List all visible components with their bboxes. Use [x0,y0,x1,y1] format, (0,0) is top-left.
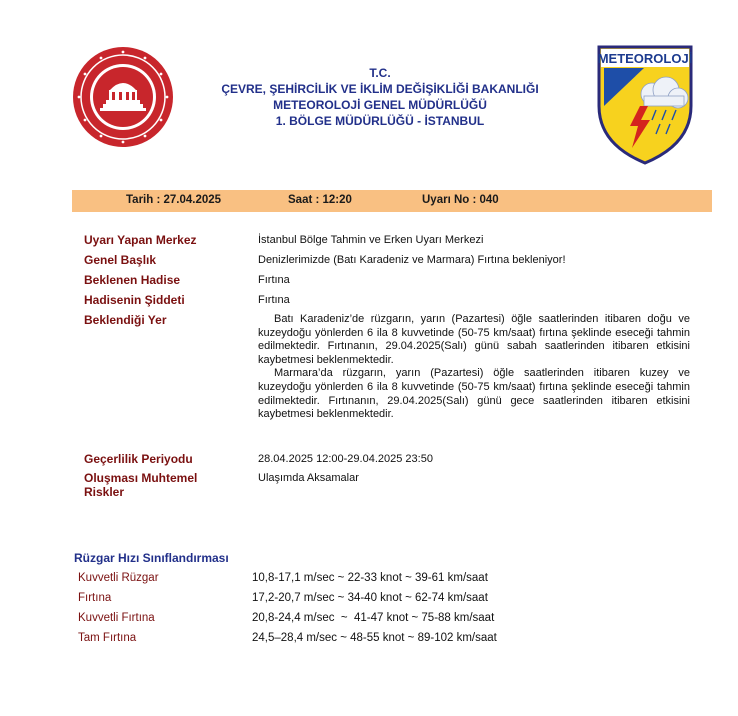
value-expected-location [258,313,690,422]
value-warning-center: İstanbul Bölge Tahmin ve Erken Uyarı Merkezi [258,234,484,246]
value-expected-event: Fırtına [258,274,290,286]
wind-row-label: Tam Fırtına [78,632,137,644]
wind-row-value: 17,2-20,7 m/sec ~ 34-40 knot ~ 62-74 km/saat [252,592,488,604]
label-warning-center: Uyarı Yapan Merkez [84,233,197,247]
label-possible-risks-line1: Oluşması Muhtemel [84,471,198,485]
logo-text: METEOROLOJİ [597,51,693,66]
wind-row-value: 24,5–28,4 m/sec ~ 48-55 knot ~ 89-102 km/saat [252,632,497,644]
value-possible-risks: Ulaşımda Aksamalar [258,472,359,484]
ministry-seal-icon [70,44,176,150]
value-general-title: Denizlerimizde (Batı Karadeniz ve Marmara) Fırtına bekleniyor! [258,254,566,266]
label-expected-location: Beklendiği Yer [84,313,167,327]
wind-row-label: Kuvvetli Rüzgar [78,572,159,584]
label-possible-risks [84,471,254,499]
wind-row-value: 20,8-24,4 m/sec ~ 41-47 knot ~ 75-88 km/saat [252,612,495,624]
info-bar [72,190,712,212]
label-possible-risks-line2: Riskler [84,485,125,499]
wind-row-label: Kuvvetli Fırtına [78,612,155,624]
label-expected-event: Beklenen Hadise [84,273,181,287]
value-validity-period: 28.04.2025 12:00-29.04.2025 23:50 [258,453,433,465]
wind-classification-title: Rüzgar Hızı Sınıflandırması [74,551,229,565]
location-paragraph-marmara: Marmara’da rüzgarın, yarın (Pazartesi) öğle saatlerinden itibaren kuzey ve kuzeydoğu yönlerden 6 ila 8 kuvvetinde (50-75 km/saat) fırtına şeklinde eseceği tahmin edilmektedir. Fırtınanın, 29.04.2025(Salı) günü gece saatlerinden itibaren etkisini kaybetmesi beklenmektedir. [258,367,690,421]
warning-number-field: Uyarı No : 040 [422,194,499,206]
location-paragraph-karadeniz: Batı Karadeniz’de rüzgarın, yarın (Pazartesi) öğle saatlerinden itibaren doğu ve kuzeydoğu yönlerden 6 ila 8 kuvvetinde (50-75 km/saat) fırtına şeklinde eseceği tahmin edilmektedir. Fırtınanın, 29.04.2025(Salı) günü sabah saatlerinden itibaren etkisini kaybetmesi beklenmektedir. [258,313,690,366]
header-ministry: ÇEVRE, ŞEHİRCİLİK VE İKLİM DEĞİŞİKLİĞİ BAKANLIĞI [221,82,539,96]
time-field: Saat : 12:20 [288,194,352,206]
value-event-severity: Fırtına [258,294,290,306]
header-tc: T.C. [369,66,391,80]
label-event-severity: Hadisenin Şiddeti [84,293,185,307]
meteoroloji-logo-icon [596,44,694,166]
header-directorate: METEOROLOJİ GENEL MÜDÜRLÜĞÜ [273,98,487,112]
label-validity-period: Geçerlilik Periyodu [84,452,193,466]
wind-row-label: Fırtına [78,592,112,604]
date-field: Tarih : 27.04.2025 [126,194,222,206]
label-general-title: Genel Başlık [84,253,157,267]
header-regional: 1. BÖLGE MÜDÜRLÜĞÜ - İSTANBUL [275,114,485,128]
wind-row-value: 10,8-17,1 m/sec ~ 22-33 knot ~ 39-61 km/saat [252,572,488,584]
